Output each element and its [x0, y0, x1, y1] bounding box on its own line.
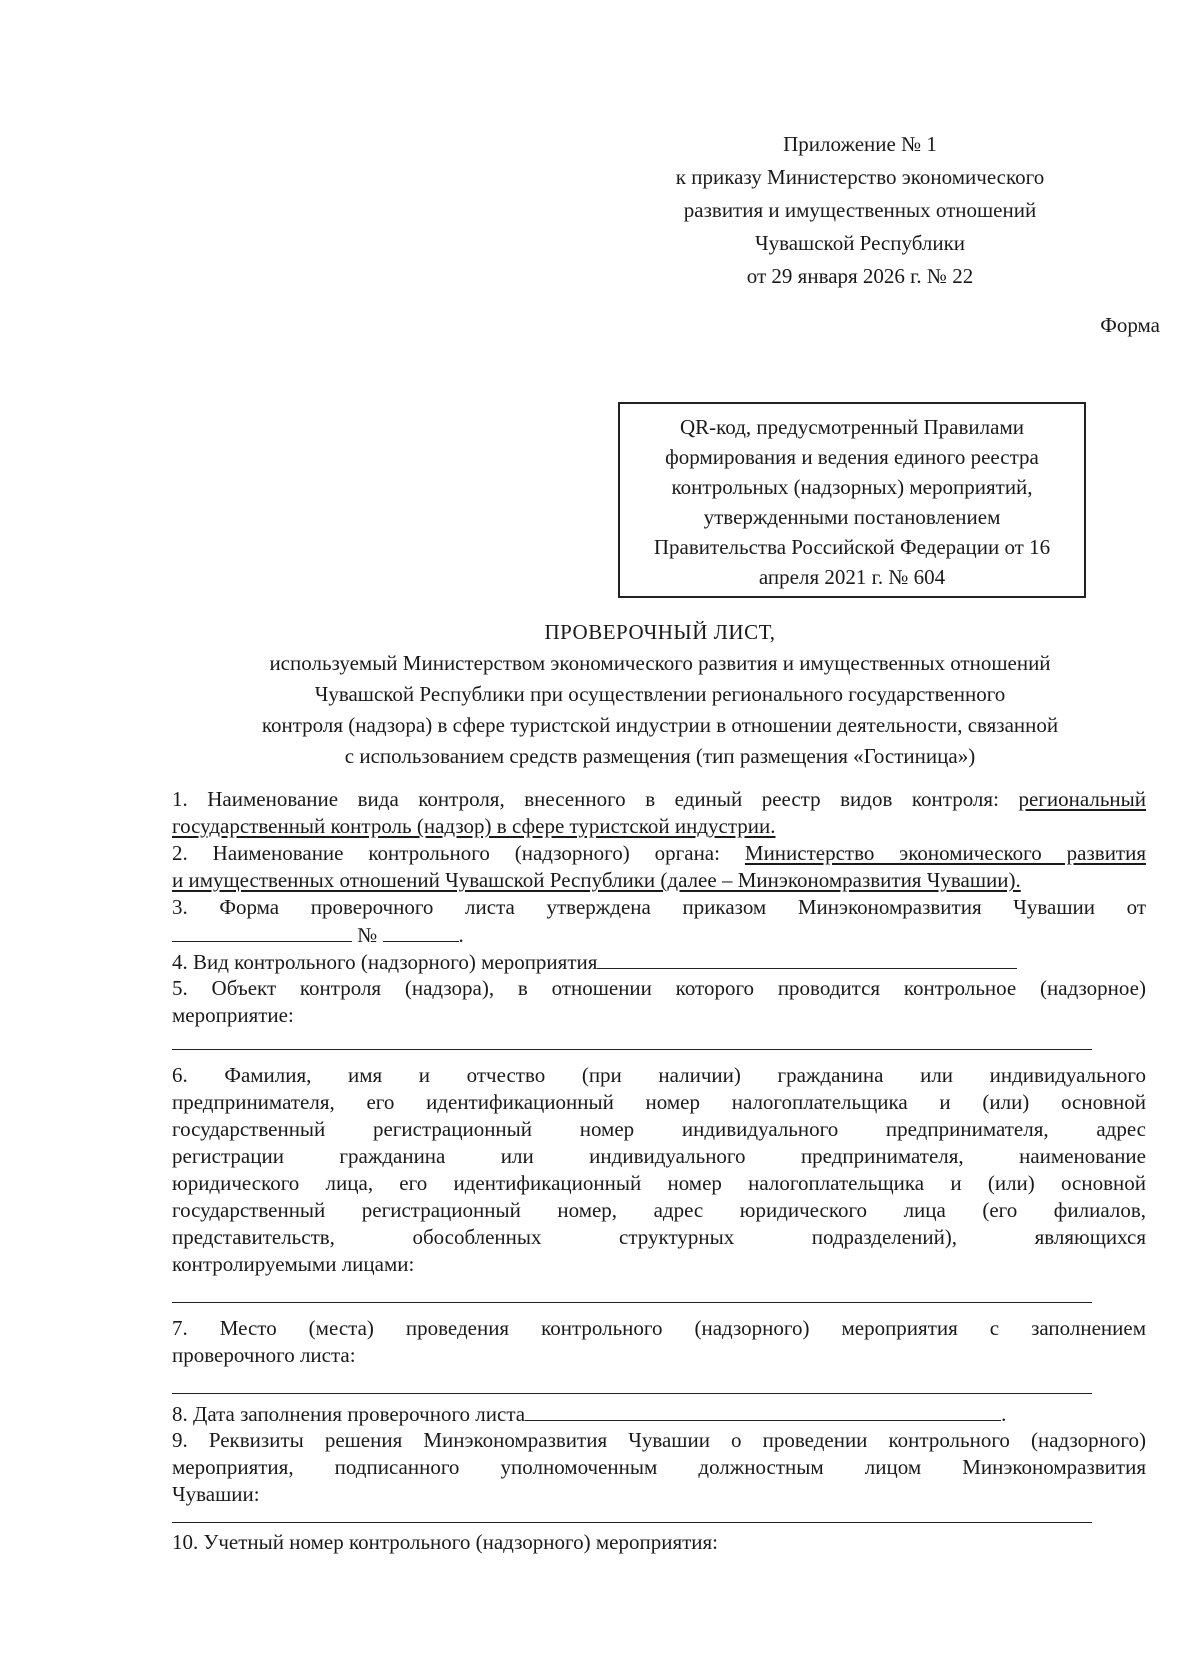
item-7-line-1: 7. Место (места) проведения контрольного (надзорного) мероприятия с заполнением — [172, 1316, 1146, 1340]
document-title-block — [170, 616, 1150, 772]
qr-code-box — [618, 402, 1086, 598]
appendix-line-2: к приказу Министерство экономического — [675, 165, 1045, 189]
item-3-number-blank[interactable] — [383, 921, 459, 942]
item-5-line-2: мероприятие: — [172, 1003, 294, 1027]
appendix-line-1: Приложение № 1 — [783, 132, 937, 156]
item-8-blank[interactable] — [525, 1400, 1001, 1421]
item-7-answer-line[interactable] — [172, 1393, 1092, 1394]
item-3-line-1: 3. Форма проверочного листа утверждена приказом Минэкономразвития Чувашии от — [172, 895, 1146, 919]
item-4-line — [172, 948, 1146, 975]
item-3-line-2 — [172, 921, 1146, 948]
item-3-number-sign: № — [357, 923, 378, 947]
item-6-answer-line[interactable] — [172, 1302, 1092, 1303]
appendix-line-4: Чувашской Республики — [754, 231, 966, 255]
subtitle-line-2: Чувашской Республики при осуществлении регионального государственного — [314, 682, 1006, 706]
item-1-prefix: 1. Наименование вида контроля, внесенного в единый реестр видов контроля: — [172, 787, 999, 811]
qr-box-line-1: QR-код, предусмотренный Правилами — [680, 415, 1024, 439]
item-3-date-blank[interactable] — [172, 921, 352, 942]
item-6-line-6: государственный регистрационный номер, адрес юридического лица (его филиалов, — [172, 1198, 1146, 1222]
form-label: Форма — [1100, 313, 1160, 337]
item-6-line-3: государственный регистрационный номер индивидуального предпринимателя, адрес — [172, 1117, 1146, 1141]
item-9-line-3: Чувашии: — [172, 1482, 260, 1506]
item-6-line-1: 6. Фамилия, имя и отчество (при наличии) гражданина или индивидуального — [172, 1063, 1146, 1087]
qr-box-line-2: формирования и ведения единого реестра — [665, 445, 1039, 469]
item-6-line-8: контролируемыми лицами: — [172, 1252, 415, 1276]
item-8-line — [172, 1400, 1146, 1427]
item-9-line-1: 9. Реквизиты решения Минэкономразвития Чувашии о проведении контрольного (надзорного) — [172, 1428, 1146, 1452]
subtitle-line-4: с использованием средств размещения (тип размещения «Гостиница») — [344, 744, 976, 768]
item-3-end: . — [458, 923, 464, 947]
item-1-value-part-1: региональный — [1018, 787, 1146, 811]
item-6-line-4: регистрации гражданина или индивидуального предпринимателя, наименование — [172, 1144, 1146, 1168]
qr-box-line-4: утвержденными постановлением — [703, 505, 1001, 529]
item-10-line: 10. Учетный номер контрольного (надзорного) мероприятия: — [172, 1530, 719, 1554]
item-1-line-2 — [172, 813, 1146, 840]
item-2-prefix: 2. Наименование контрольного (надзорного) органа: — [172, 841, 720, 865]
item-5-answer-line[interactable] — [172, 1049, 1092, 1050]
item-2-value-part-1: Министерство экономического развития — [744, 841, 1146, 865]
appendix-line-3: развития и имущественных отношений — [683, 198, 1037, 222]
item-1-value-part-2: государственный контроль (надзор) в сфере туристской индустрии. — [172, 814, 776, 838]
item-2-value-part-2: и имущественных отношений Чувашской Республики (далее – Минэкономразвития Чувашии). — [172, 868, 1021, 892]
item-6-line-5: юридического лица, его идентификационный номер налогоплательщика и (или) основной — [172, 1171, 1146, 1195]
item-2-line-1 — [172, 840, 1146, 867]
subtitle-line-1: используемый Министерством экономического развития и имущественных отношений — [269, 651, 1051, 675]
document-title: ПРОВЕРОЧНЫЙ ЛИСТ, — [544, 620, 776, 644]
item-8-text: 8. Дата заполнения проверочного листа — [172, 1402, 526, 1426]
item-2-line-2 — [172, 867, 1146, 894]
item-5-line-1: 5. Объект контроля (надзора), в отношении которого проводится контрольное (надзорное) — [172, 976, 1146, 1000]
item-6-line-2: предпринимателя, его идентификационный номер налогоплательщика и (или) основной — [172, 1090, 1146, 1114]
checklist-items — [172, 786, 1146, 1556]
item-1-line-1 — [172, 786, 1146, 813]
qr-box-line-6: апреля 2021 г. № 604 — [758, 565, 946, 589]
item-8-end: . — [1001, 1402, 1007, 1426]
item-9-line-2: мероприятия, подписанного уполномоченным должностным лицом Минэкономразвития — [172, 1455, 1146, 1479]
qr-box-line-5: Правительства Российской Федерации от 16 — [653, 535, 1051, 559]
item-4-text: 4. Вид контрольного (надзорного) мероприятия — [172, 950, 598, 974]
appendix-header — [620, 128, 1100, 293]
subtitle-line-3: контроля (надзора) в сфере туристской индустрии в отношении деятельности, связанной — [261, 713, 1059, 737]
item-4-blank[interactable] — [597, 948, 1017, 969]
item-6-line-7: представительств, обособленных структурных подразделений), являющихся — [172, 1225, 1146, 1249]
qr-box-line-3: контрольных (надзорных) мероприятий, — [671, 475, 1033, 499]
item-9-answer-line[interactable] — [172, 1522, 1092, 1523]
appendix-line-5: от 29 января 2026 г. № 22 — [746, 264, 974, 288]
item-7-line-2: проверочного листа: — [172, 1343, 356, 1367]
